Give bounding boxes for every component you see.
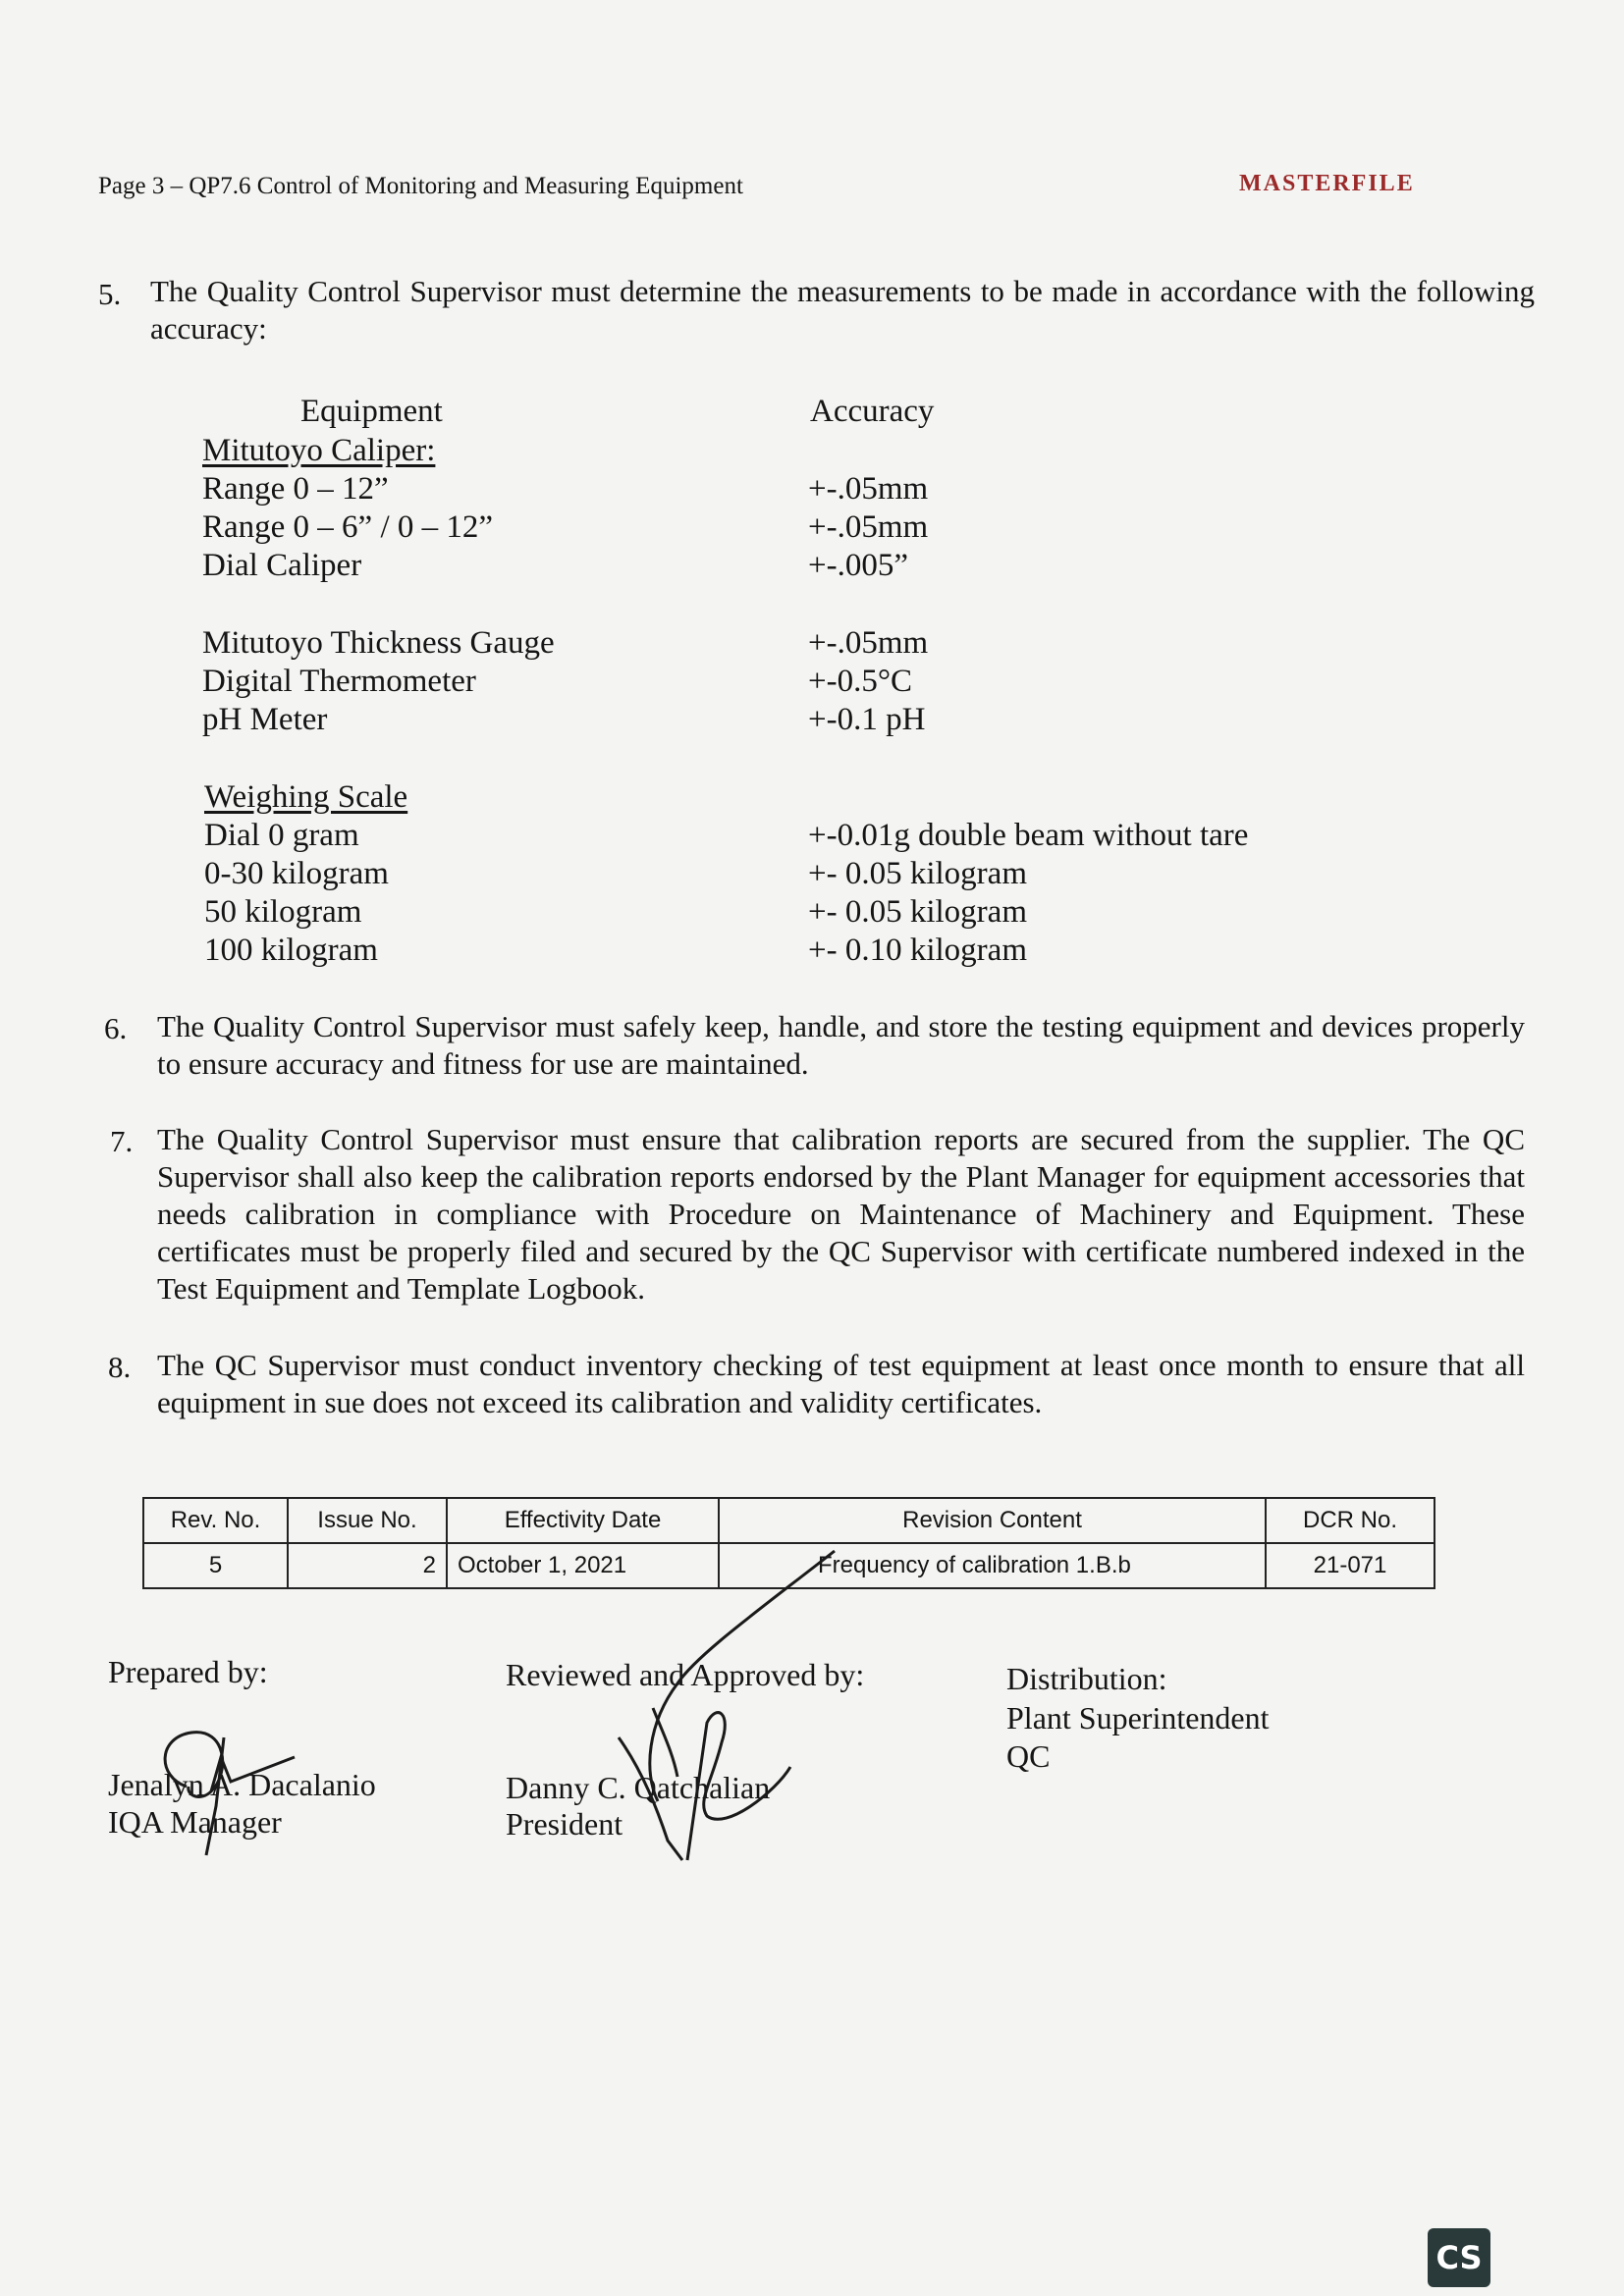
prepared-by-label: Prepared by:: [108, 1654, 268, 1689]
item-7-number: 7.: [110, 1124, 134, 1158]
item-5-text: The Quality Control Supervisor must determine the measurements to be made in accordance with the following accuracy:: [150, 274, 1535, 346]
equipment-name: 100 kilogram: [204, 933, 378, 968]
header-rev-no: Rev. No.: [143, 1498, 288, 1543]
equipment-accuracy: +-0.1 pH: [808, 702, 926, 737]
header-issue-no: Issue No.: [288, 1498, 447, 1543]
reviewed-by-title: President: [506, 1806, 623, 1842]
signature-approved-icon: [550, 1546, 844, 1870]
equipment-name: pH Meter: [202, 702, 328, 737]
equipment-accuracy: +- 0.10 kilogram: [808, 933, 1027, 968]
cell-effectivity-date: October 1, 2021: [447, 1543, 719, 1588]
equipment-accuracy: +-0.5°C: [808, 664, 913, 699]
equipment-name: Digital Thermometer: [202, 664, 476, 699]
item-8-text: The QC Supervisor must conduct inventory checking of test equipment at least once month to ensure that all equipment in sue does not exceed its calibration and validity certificates.: [157, 1348, 1525, 1419]
distribution-item: QC: [1006, 1738, 1051, 1774]
cell-rev-no: 5: [143, 1543, 288, 1588]
equipment-accuracy: +-.05mm: [808, 471, 929, 507]
equipment-accuracy: +- 0.05 kilogram: [808, 856, 1027, 891]
header-revision-content: Revision Content: [719, 1498, 1266, 1543]
cell-revision-content: Frequency of calibration 1.B.b: [719, 1543, 1266, 1588]
header-effectivity-date: Effectivity Date: [447, 1498, 719, 1543]
item-5-number: 5.: [98, 277, 122, 311]
equipment-name: Range 0 – 6” / 0 – 12”: [202, 509, 494, 545]
cell-dcr-no: 21-071: [1266, 1543, 1435, 1588]
prepared-by-name: Jenalyn A. Dacalanio: [108, 1767, 376, 1802]
cell-issue-no: 2: [288, 1543, 447, 1588]
reviewed-by-name: Danny C. Qatchalian: [506, 1770, 771, 1805]
equipment-name: Dial 0 gram: [204, 818, 359, 853]
accuracy-column-header: Accuracy: [810, 394, 935, 429]
equipment-name: Range 0 – 12”: [202, 471, 389, 507]
equipment-name: 0-30 kilogram: [204, 856, 389, 891]
equipment-name: Dial Caliper: [202, 548, 362, 583]
reviewed-by-label: Reviewed and Approved by:: [506, 1657, 865, 1692]
item-7-text: The Quality Control Supervisor must ensure that calibration reports are secured from the supplier. The QC Supervisor shall also keep the calibration reports endorsed by the Plant Manager for equipment accessories that needs calibration in compliance with Procedure on Maintenance of Machinery and Equipment. These certificates must be properly filed and secured by the QC Supervisor with certificate numbered indexed in the Test Equipment and Template Logbook.: [157, 1122, 1525, 1306]
table-header-row: [143, 1498, 1435, 1543]
equipment-accuracy: +-.005”: [808, 548, 908, 583]
distribution-label: Distribution:: [1006, 1661, 1167, 1696]
masterfile-stamp: MASTERFILE: [1239, 171, 1415, 196]
equipment-accuracy: +-.05mm: [808, 625, 929, 661]
caliper-heading: Mitutoyo Caliper:: [202, 433, 436, 468]
equipment-accuracy: +-.05mm: [808, 509, 929, 545]
weighing-scale-heading: Weighing Scale: [204, 779, 408, 815]
equipment-accuracy: +- 0.05 kilogram: [808, 894, 1027, 930]
equipment-column-header: Equipment: [300, 394, 443, 429]
prepared-by-title: IQA Manager: [108, 1804, 282, 1840]
signature-prepared-icon: [118, 1698, 314, 1865]
camscanner-badge-icon: CS: [1428, 2228, 1490, 2287]
equipment-accuracy: +-0.01g double beam without tare: [808, 818, 1249, 853]
item-6-text: The Quality Control Supervisor must safely keep, handle, and store the testing equipment and devices properly to ensure accuracy and fitness for use are maintained.: [157, 1009, 1525, 1081]
page-header-title: Page 3 – QP7.6 Control of Monitoring and Measuring Equipment: [98, 173, 743, 199]
equipment-name: Mitutoyo Thickness Gauge: [202, 625, 555, 661]
distribution-item: Plant Superintendent: [1006, 1700, 1270, 1735]
item-6-number: 6.: [104, 1011, 128, 1045]
equipment-name: 50 kilogram: [204, 894, 362, 930]
header-dcr-no: DCR No.: [1266, 1498, 1435, 1543]
item-8-number: 8.: [108, 1350, 132, 1384]
